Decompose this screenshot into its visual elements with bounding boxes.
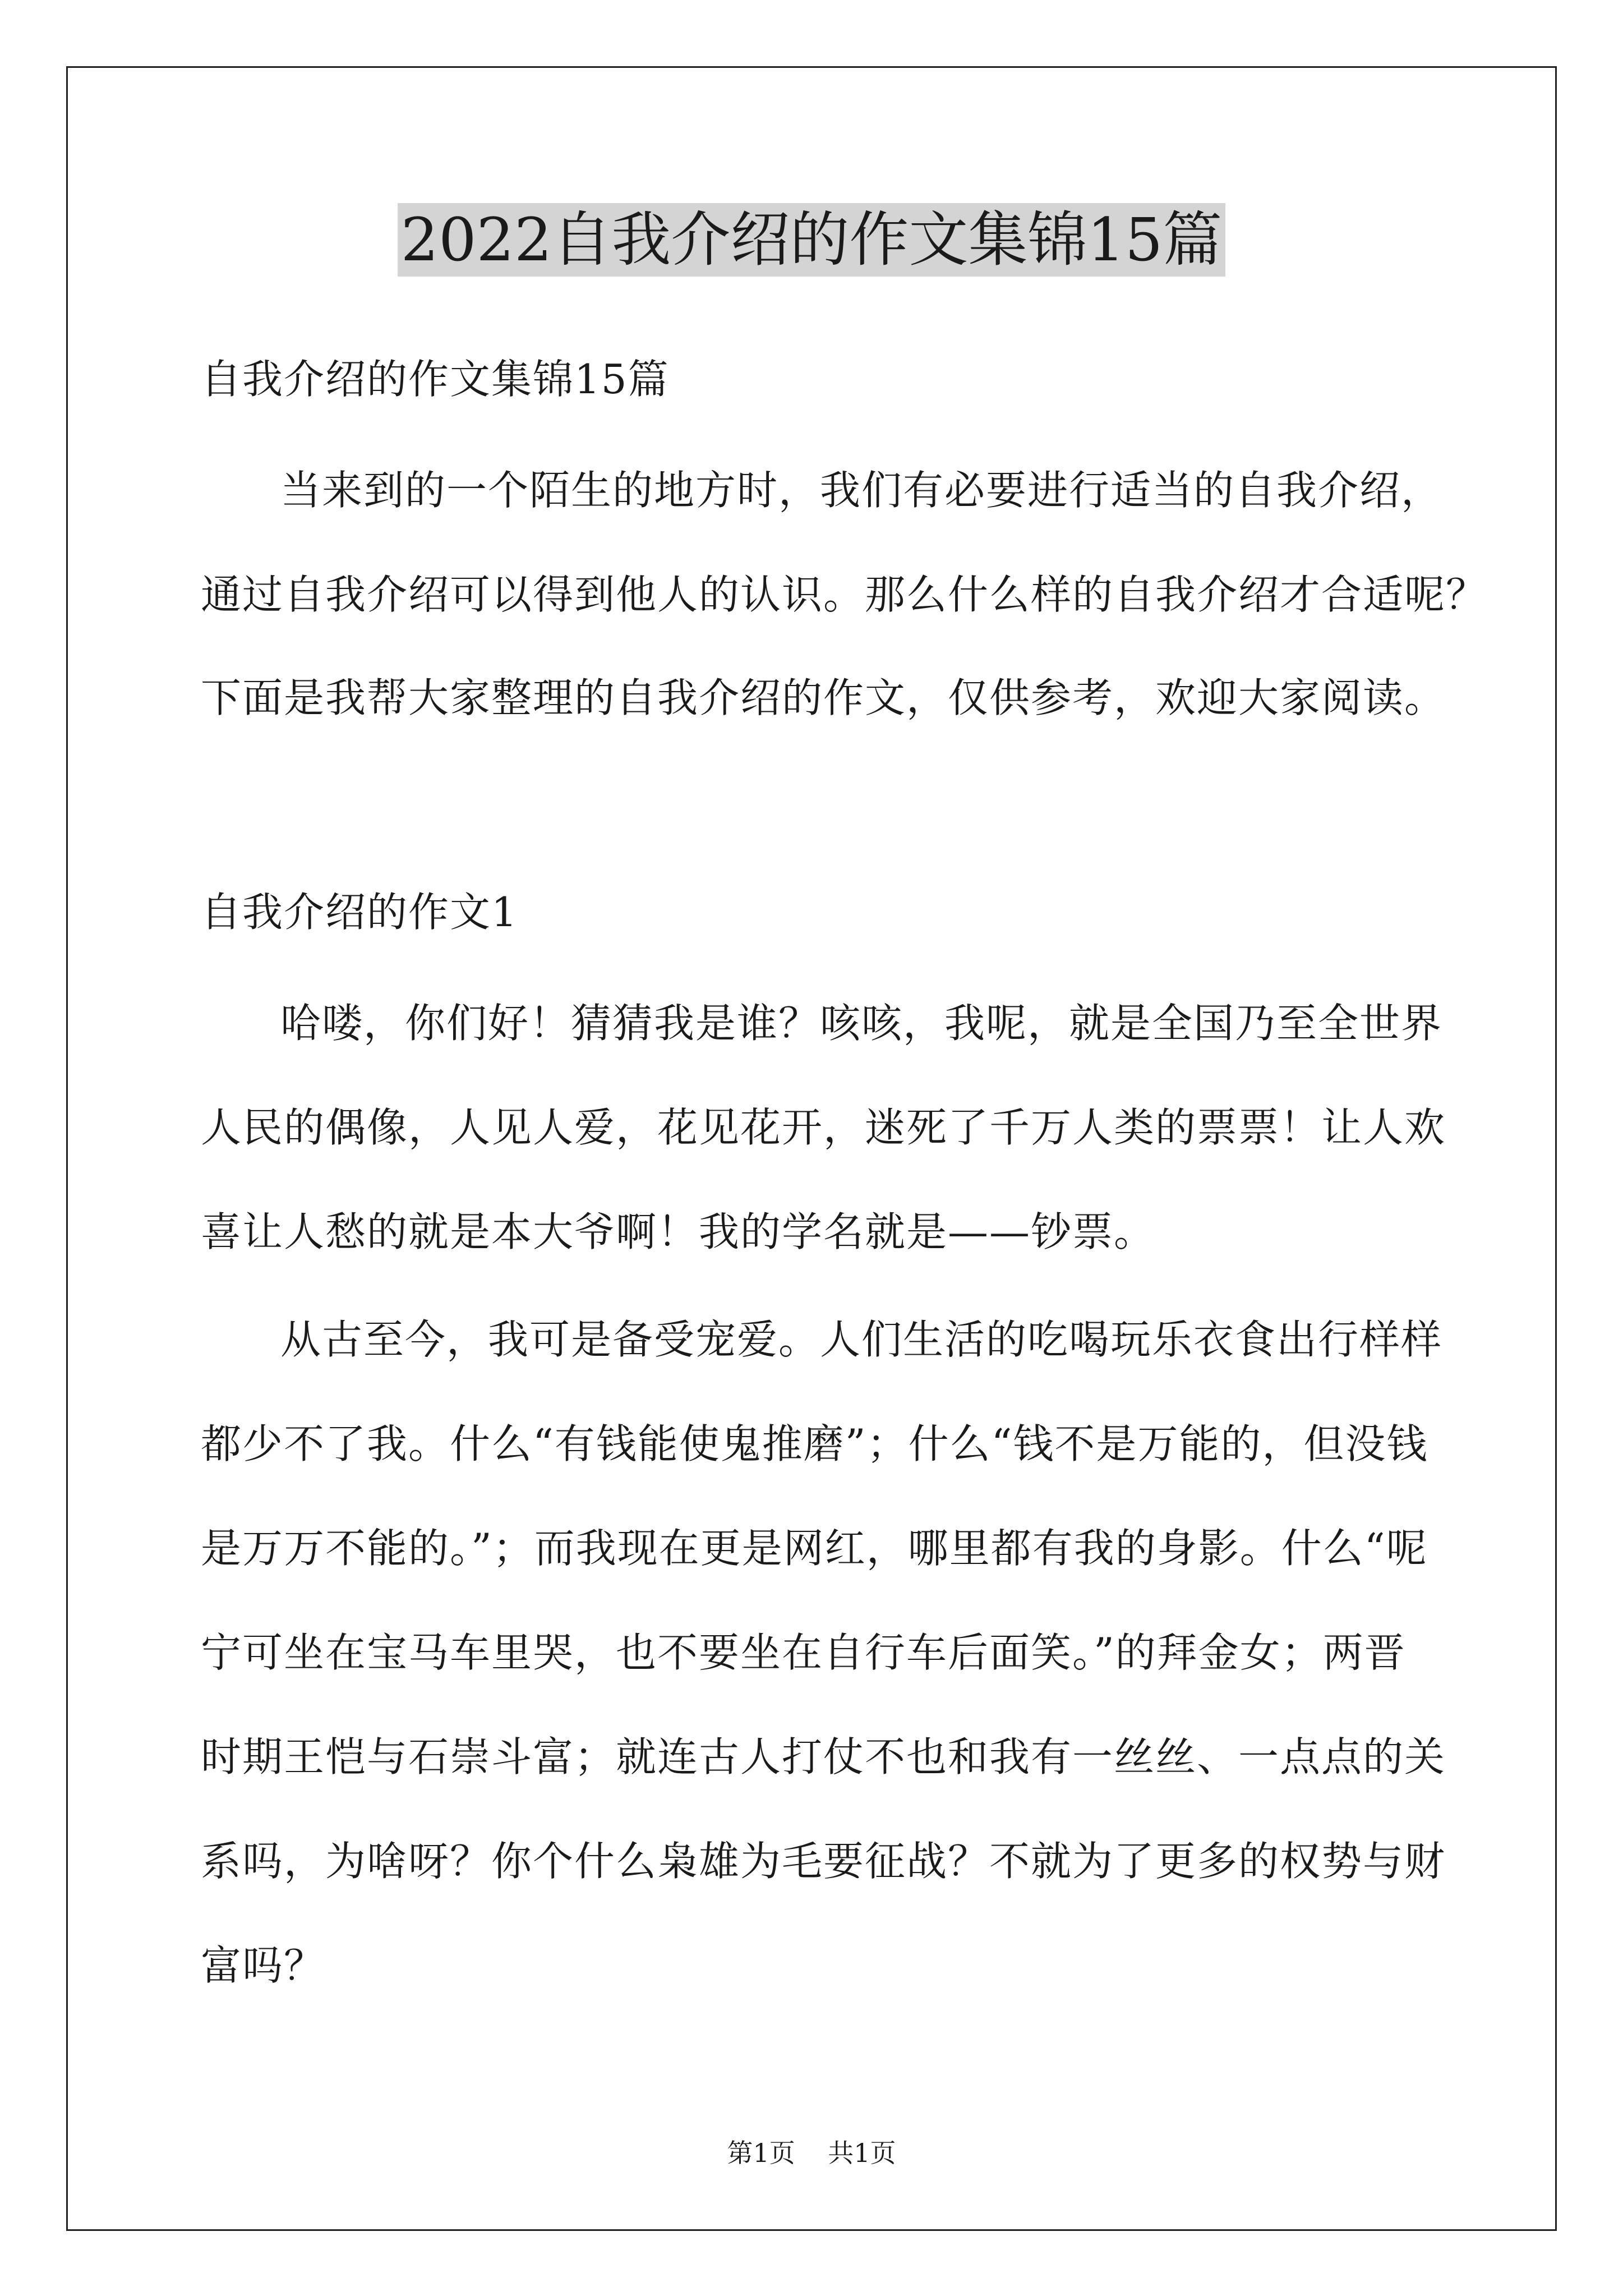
page-footer: 第1页 共1页 (727, 2138, 896, 2168)
paragraph-line: 从古至今，我可是备受宠爱。人们生活的吃喝玩乐衣食出行样样 (280, 1316, 1443, 1363)
intro-line: 下面是我帮大家整理的自我介绍的作文，仅供参考，欢迎大家阅读。 (201, 674, 1446, 721)
document-title (0, 202, 1623, 278)
paragraph-line: 哈喽，你们好！猜猜我是谁？咳咳，我呢，就是全国乃至全世界 (280, 1000, 1443, 1047)
paragraph-line: 富吗？ (201, 1942, 326, 1989)
paragraph-line: 时期王恺与石崇斗富；就连古人打仗不也和我有一丝丝、一点点的关 (201, 1733, 1446, 1780)
document-title-text: 2022自我介绍的作文集锦15篇 (398, 203, 1226, 277)
paragraph-line: 都少不了我。什么“有钱能使鬼推磨”；什么“钱不是万能的，但没钱 (201, 1420, 1428, 1467)
paragraph-line: 宁可坐在宝马车里哭，也不要坐在自行车后面笑。”的拜金女；两晋 (201, 1629, 1406, 1676)
paragraph-line: 系吗，为啥呀？你个什么枭雄为毛要征战？不就为了更多的权势与财 (201, 1838, 1446, 1885)
intro-line: 当来到的一个陌生的地方时，我们有必要进行适当的自我介绍， (280, 467, 1443, 514)
subtitle: 自我介绍的作文集锦15篇 (201, 356, 670, 403)
paragraph-line: 人民的偶像，人见人爱，花见花开，迷死了千万人类的票票！让人欢 (201, 1104, 1446, 1151)
section-heading: 自我介绍的作文1 (201, 889, 518, 936)
paragraph-line: 是万万不能的。”；而我现在更是网红，哪里都有我的身影。什么“呢 (201, 1525, 1428, 1572)
intro-line: 通过自我介绍可以得到他人的认识。那么什么样的自我介绍才合适呢？ (201, 571, 1488, 618)
paragraph-line: 喜让人愁的就是本大爷啊！我的学名就是——钞票。 (201, 1208, 1156, 1255)
